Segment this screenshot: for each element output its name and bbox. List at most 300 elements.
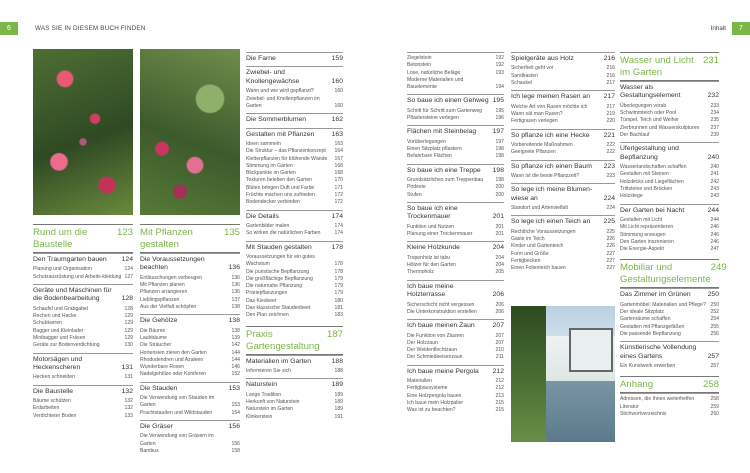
group-title: Naturstein (246, 381, 277, 389)
entry-title: Lange Tradition (246, 391, 282, 398)
toc-entry[interactable] (407, 62, 504, 69)
toc-entry[interactable] (33, 335, 133, 342)
group-title: Der Garten bei Nacht (620, 206, 685, 214)
group-heading[interactable] (511, 55, 615, 63)
entry-page: 192 (495, 55, 504, 61)
group-heading[interactable] (511, 132, 615, 140)
entry-page: 168 (334, 162, 343, 169)
entry-page: 206 (495, 308, 504, 315)
entry-title: Eine Holzpergola bauen (407, 392, 462, 399)
entry-page: 191 (334, 413, 343, 420)
toc-entry[interactable] (140, 289, 240, 296)
section-heading (140, 225, 240, 253)
right-page-number: 7 (732, 22, 750, 35)
toc-entry[interactable] (33, 266, 133, 273)
toc-entry[interactable] (407, 192, 504, 199)
toc-entry[interactable] (620, 217, 719, 224)
group-title: Spielgeräte aus Holz (511, 55, 574, 62)
toc-group (246, 210, 343, 238)
entry-page: 201 (495, 231, 504, 238)
entry-title: Den Garten inszenieren (620, 238, 674, 245)
group-heading[interactable] (246, 381, 343, 389)
toc-section (620, 52, 719, 253)
group-heading[interactable] (407, 128, 504, 136)
toc-entry[interactable] (246, 170, 343, 177)
toc-entry[interactable] (407, 115, 504, 122)
group-heading[interactable] (511, 163, 615, 171)
entry-title: Rechen und Hacke (33, 313, 77, 320)
entry-title: Holzdecks und Liegeflächen (620, 178, 684, 185)
toc-section (407, 52, 504, 415)
group-heading[interactable] (33, 256, 133, 264)
toc-entry[interactable] (140, 395, 240, 410)
group-heading[interactable] (407, 283, 504, 300)
group-heading[interactable] (511, 218, 615, 226)
entry-page: 216 (606, 65, 615, 72)
group-heading[interactable] (407, 205, 504, 222)
toc-group (407, 202, 504, 238)
toc-entry[interactable] (407, 255, 504, 262)
group-heading[interactable] (33, 356, 133, 373)
toc-entry[interactable] (246, 163, 343, 170)
toc-column-3 (246, 52, 343, 427)
group-title: Das Zimmer im Grünen (620, 291, 691, 299)
entry-page: 130 (124, 342, 133, 349)
toc-entry[interactable] (407, 269, 504, 276)
entry-title: So wirken die natürlichen Farben (246, 230, 321, 237)
group-page: 223 (603, 162, 615, 170)
entry-page: 215 (495, 400, 504, 407)
toc-section (33, 224, 133, 420)
group-heading[interactable] (33, 287, 133, 304)
toc-entry[interactable] (511, 111, 615, 118)
toc-entry[interactable] (33, 374, 133, 381)
toc-entry[interactable] (407, 302, 504, 309)
toc-entry[interactable] (140, 342, 240, 349)
group-heading[interactable] (140, 423, 240, 431)
toc-entry[interactable] (246, 298, 343, 305)
group-title: Ich baue meine Holzterrasse (407, 282, 454, 299)
toc-entry[interactable] (407, 347, 504, 354)
entry-title: Schritt für Schritt zum Gartenweg (407, 107, 483, 114)
group-title: Ich baue meine Pergola (407, 367, 479, 375)
entry-title: Lieblingspflanzen (140, 296, 180, 303)
toc-entry[interactable] (407, 55, 504, 62)
entry-title: Schutzausrüstung und Arbeits-kleidung (33, 273, 122, 280)
toc-entry[interactable] (620, 302, 719, 309)
toc-group (511, 129, 615, 157)
toc-entry[interactable] (33, 328, 133, 335)
toc-entry[interactable] (511, 236, 615, 243)
group-heading[interactable] (407, 244, 504, 252)
entry-title: Der Holzzaun (407, 339, 438, 346)
toc-entry[interactable] (246, 392, 343, 399)
entry-title: Ideen sammeln (246, 140, 281, 147)
toc-entry[interactable] (620, 193, 719, 200)
toc-entry[interactable] (407, 153, 504, 160)
toc-entry[interactable] (620, 232, 719, 239)
group-page: 131 (121, 364, 133, 371)
toc-entry[interactable] (620, 164, 719, 171)
group-heading[interactable] (407, 167, 504, 175)
toc-entry[interactable] (246, 254, 343, 269)
toc-entry[interactable] (511, 142, 615, 149)
toc-entry[interactable] (33, 306, 133, 313)
toc-entry[interactable] (620, 324, 719, 331)
toc-entry[interactable] (33, 320, 133, 327)
toc-entry[interactable] (407, 70, 504, 77)
toc-entry[interactable] (407, 407, 504, 414)
group-heading[interactable] (140, 256, 240, 273)
entry-title: Geeignete Pflanzen (511, 149, 556, 156)
entry-page: 168 (334, 170, 343, 177)
toc-entry[interactable] (407, 262, 504, 269)
group-heading[interactable] (620, 207, 719, 215)
group-page: 221 (603, 131, 615, 139)
toc-group (407, 365, 504, 415)
toc-entry[interactable] (511, 80, 615, 87)
toc-section (246, 52, 343, 320)
toc-entry[interactable] (407, 77, 504, 92)
entry-page: 160 (334, 102, 343, 109)
entry-page: 132 (124, 405, 133, 412)
entry-title: Pflanzen arrangieren (140, 289, 188, 296)
section-title: Mit Pflanzen gestalten (140, 227, 193, 250)
entry-title: Gartenmöbel: Materialien und Pflege? (620, 301, 706, 308)
entry-page: 200 (495, 191, 504, 198)
group-heading[interactable] (246, 131, 343, 139)
entry-page: 142 (231, 342, 240, 349)
toc-entry[interactable] (620, 125, 719, 132)
toc-column-4 (407, 52, 504, 421)
entry-page: 189 (334, 391, 343, 398)
toc-entry[interactable] (246, 269, 343, 276)
section-heading (620, 53, 719, 81)
group-page: 207 (492, 322, 504, 330)
entry-title: Herkunft von Naturstein (246, 399, 300, 406)
entry-title: Überlegungen vorab (620, 102, 667, 109)
entry-page: 164 (334, 148, 343, 155)
toc-entry[interactable] (33, 398, 133, 405)
entry-page: 129 (124, 327, 133, 334)
toc-entry[interactable] (511, 258, 615, 265)
entry-title: Planung und Organisation (33, 266, 92, 273)
entry-page: 201 (495, 223, 504, 230)
entry-title: Schaukel (511, 80, 532, 86)
toc-entry[interactable] (620, 309, 719, 316)
group-heading[interactable] (33, 388, 133, 396)
entry-page: 196 (495, 115, 504, 122)
toc-entry[interactable] (33, 342, 133, 349)
toc-entry[interactable] (246, 305, 343, 312)
entry-title: Minibagger und Fräsen (33, 335, 86, 341)
entry-title: Rechtliche Voraussetzungen (511, 228, 576, 235)
toc-entry[interactable] (511, 118, 615, 125)
toc-entry[interactable] (407, 146, 504, 153)
entry-page: 234 (710, 110, 719, 117)
entry-page: 211 (495, 354, 504, 361)
toc-entry[interactable] (511, 265, 615, 272)
toc-entry[interactable] (140, 350, 240, 357)
toc-group (140, 314, 240, 378)
toc-entry[interactable] (620, 331, 719, 338)
toc-entry[interactable] (140, 364, 240, 371)
entry-page: 227 (606, 265, 615, 272)
toc-entry[interactable] (246, 192, 343, 199)
group-title: Flächen mit Steinbelag (407, 128, 477, 136)
entry-page: 240 (710, 164, 719, 171)
toc-entry[interactable] (511, 73, 615, 80)
group-heading[interactable] (620, 291, 719, 299)
entry-page: 198 (495, 153, 504, 160)
toc-entry[interactable] (511, 173, 615, 180)
group-heading[interactable] (511, 186, 615, 203)
entry-page: 178 (334, 268, 343, 275)
group-heading[interactable] (246, 116, 343, 124)
entry-page: 132 (124, 398, 133, 405)
group-title: Wasser als Gestaltungselement (620, 84, 681, 100)
toc-entry[interactable] (246, 96, 343, 111)
toc-entry[interactable] (620, 110, 719, 117)
toc-entry[interactable] (140, 304, 240, 311)
toc-entry[interactable] (246, 414, 343, 421)
toc-entry[interactable] (140, 357, 240, 364)
toc-entry[interactable] (620, 224, 719, 231)
group-page: 201 (492, 213, 504, 221)
toc-entry[interactable] (246, 199, 343, 206)
entry-page: 206 (495, 301, 504, 308)
toc-entry[interactable] (511, 229, 615, 236)
entry-title: Welche Art von Rasen möchte ich (511, 103, 588, 110)
group-page: 195 (492, 97, 504, 105)
toc-entry[interactable] (246, 276, 343, 283)
toc-entry[interactable] (246, 88, 343, 95)
entry-title: Die Unterkonstruktion erstellen (407, 308, 477, 315)
toc-entry[interactable] (33, 313, 133, 320)
group-title: So baue ich eine Trockenmauer (407, 205, 458, 221)
toc-entry[interactable] (246, 177, 343, 184)
toc-entry[interactable] (620, 411, 719, 418)
toc-entry[interactable] (511, 104, 615, 111)
group-heading[interactable] (140, 385, 240, 393)
entry-title: Früchte machen uns zufrieden (246, 192, 315, 198)
toc-entry[interactable] (140, 335, 240, 342)
toc-entry[interactable] (407, 333, 504, 340)
toc-entry[interactable] (407, 184, 504, 191)
toc-entry[interactable] (246, 185, 343, 192)
toc-entry[interactable] (246, 290, 343, 297)
entry-title: Sicherheit geht vor (511, 65, 554, 72)
toc-entry[interactable] (246, 230, 343, 237)
toc-entry[interactable] (407, 309, 504, 316)
entry-title: Sandkasten (511, 72, 538, 79)
group-heading[interactable] (620, 344, 719, 361)
toc-entry[interactable] (620, 179, 719, 186)
toc-entry[interactable] (246, 141, 343, 148)
entry-title: Podeste (407, 184, 426, 191)
toc-entry[interactable] (140, 328, 240, 335)
toc-entry[interactable] (407, 393, 504, 400)
toc-entry[interactable] (33, 413, 133, 420)
section-page: 249 (710, 262, 727, 274)
group-page: 156 (228, 423, 240, 431)
group-heading[interactable] (407, 368, 504, 376)
toc-entry[interactable] (407, 108, 504, 115)
group-page: 240 (707, 153, 719, 161)
toc-entry[interactable] (620, 246, 719, 253)
toc-entry[interactable] (511, 149, 615, 156)
toc-entry[interactable] (620, 103, 719, 110)
toc-entry[interactable] (620, 404, 719, 411)
group-heading[interactable] (246, 358, 343, 366)
toc-group (407, 94, 504, 122)
entry-title: Ich baue mein Holzpalier (407, 400, 464, 407)
entry-page: 160 (334, 88, 343, 95)
entry-title: Adressen, die Ihnen weiterhelfen (620, 396, 695, 403)
toc-entry[interactable] (620, 316, 719, 323)
group-heading[interactable] (620, 145, 719, 162)
group-page: 197 (492, 128, 504, 136)
toc-entry[interactable] (246, 283, 343, 290)
toc-entry[interactable] (246, 312, 343, 319)
entry-page: 136 (231, 289, 240, 296)
toc-entry[interactable] (407, 224, 504, 231)
toc-entry[interactable] (140, 297, 240, 304)
group-heading[interactable] (511, 93, 615, 101)
entry-title: Die Bäume (140, 327, 166, 334)
toc-group (407, 280, 504, 316)
entry-page: 217 (606, 80, 615, 86)
toc-entry[interactable] (140, 371, 240, 378)
group-page: 163 (331, 130, 343, 138)
entry-page: 179 (334, 283, 343, 290)
toc-entry[interactable] (246, 406, 343, 413)
entry-page: 174 (334, 223, 343, 229)
toc-entry[interactable] (407, 385, 504, 392)
entry-page: 146 (231, 364, 240, 371)
entry-page: 256 (710, 331, 719, 338)
entry-page: 174 (334, 230, 343, 237)
group-heading[interactable] (620, 84, 719, 101)
entry-title: Gestalten mit Steinen (620, 171, 669, 178)
toc-entry[interactable] (246, 156, 343, 163)
toc-entry[interactable] (620, 117, 719, 124)
toc-entry[interactable] (33, 274, 133, 281)
group-heading[interactable] (140, 317, 240, 325)
group-heading[interactable] (246, 213, 343, 221)
entry-title: Der Weidenflechtzaun (407, 347, 458, 354)
entry-title: Bäume schützen (33, 398, 71, 405)
entry-page: 200 (495, 184, 504, 191)
group-title: Geräte und Maschinen für die Bodenbearbeitung (33, 287, 112, 303)
group-heading[interactable] (407, 322, 504, 330)
toc-entry[interactable] (140, 275, 240, 282)
entry-title: Schubkarren (33, 320, 62, 327)
toc-entry[interactable] (246, 148, 343, 155)
toc-entry[interactable] (140, 448, 240, 455)
toc-entry[interactable] (511, 65, 615, 72)
left-page-number: 6 (0, 22, 18, 35)
group-title: Die Baustelle (33, 387, 74, 395)
entry-page: 246 (710, 224, 719, 231)
entry-page: 213 (495, 392, 504, 399)
toc-column-1 (33, 224, 133, 426)
toc-entry[interactable] (140, 410, 240, 417)
toc-entry[interactable] (140, 433, 240, 448)
toc-group (407, 125, 504, 160)
entry-title: Laubbäume (140, 335, 167, 341)
entry-title: Das Kiesbeet (246, 297, 277, 304)
entry-title: Kletterpflanzen für blühende Wände (246, 155, 328, 162)
group-title: Materialien im Garten (246, 357, 311, 365)
entry-title: Blüten bringen Duft und Farbe (246, 184, 315, 191)
toc-entry[interactable] (407, 231, 504, 238)
toc-entry[interactable] (246, 223, 343, 230)
entry-title: Vorbereitende Maßnahmen (511, 142, 573, 148)
entry-title: Bodendecker verbinden (246, 199, 300, 206)
group-heading[interactable] (246, 69, 343, 86)
toc-entry[interactable] (140, 282, 240, 289)
entry-title: Einen Folienteich bauen (511, 265, 566, 272)
toc-entry[interactable] (620, 132, 719, 139)
toc-entry[interactable] (620, 186, 719, 193)
entry-title: Holzstege (620, 193, 643, 200)
toc-entry[interactable] (246, 399, 343, 406)
entry-page: 138 (231, 304, 240, 310)
entry-title: Die Verwendung von Stauden im Garten (140, 395, 215, 409)
entry-title: Blickpunkte im Garten (246, 170, 296, 177)
group-page: 132 (121, 387, 133, 395)
toc-entry[interactable] (620, 239, 719, 246)
toc-entry[interactable] (407, 378, 504, 385)
group-title: Uferlgestaltung und Bepflanzung (620, 145, 679, 161)
group-page: 138 (228, 317, 240, 325)
toc-entry[interactable] (511, 243, 615, 250)
group-page: 128 (121, 295, 133, 303)
entry-title: Grundsätzliches zum Treppenbau (407, 177, 484, 184)
entry-page: 172 (334, 199, 343, 206)
toc-entry[interactable] (407, 400, 504, 407)
toc-entry[interactable] (246, 368, 343, 375)
toc-entry[interactable] (620, 363, 719, 370)
group-title: Die Stauden (140, 384, 178, 392)
toc-entry[interactable] (511, 205, 615, 212)
entry-title: Gartenräume schaffen (620, 316, 671, 323)
toc-entry[interactable] (407, 340, 504, 347)
entry-title: Schaufel und Grabgabel (33, 305, 88, 312)
toc-entry[interactable] (511, 251, 615, 258)
toc-entry[interactable] (407, 354, 504, 361)
toc-entry[interactable] (620, 396, 719, 403)
entry-page: 242 (710, 178, 719, 185)
group-heading[interactable] (246, 55, 343, 63)
group-title: Mit Stauden gestalten (246, 243, 312, 251)
toc-entry[interactable] (33, 405, 133, 412)
entry-page: 207 (495, 332, 504, 339)
entry-title: Hölzer für den Garten (407, 262, 456, 269)
group-heading[interactable] (407, 97, 504, 105)
entry-title: Der ideale Sitzplatz (620, 309, 664, 316)
group-heading[interactable] (246, 244, 343, 252)
entry-title: Die Sträucher (140, 342, 172, 349)
toc-entry[interactable] (407, 177, 504, 184)
toc-group (620, 393, 719, 418)
toc-entry[interactable] (620, 171, 719, 178)
toc-group (140, 382, 240, 417)
section-heading (620, 377, 719, 393)
entry-page: 131 (124, 374, 133, 381)
toc-entry[interactable] (407, 139, 504, 146)
